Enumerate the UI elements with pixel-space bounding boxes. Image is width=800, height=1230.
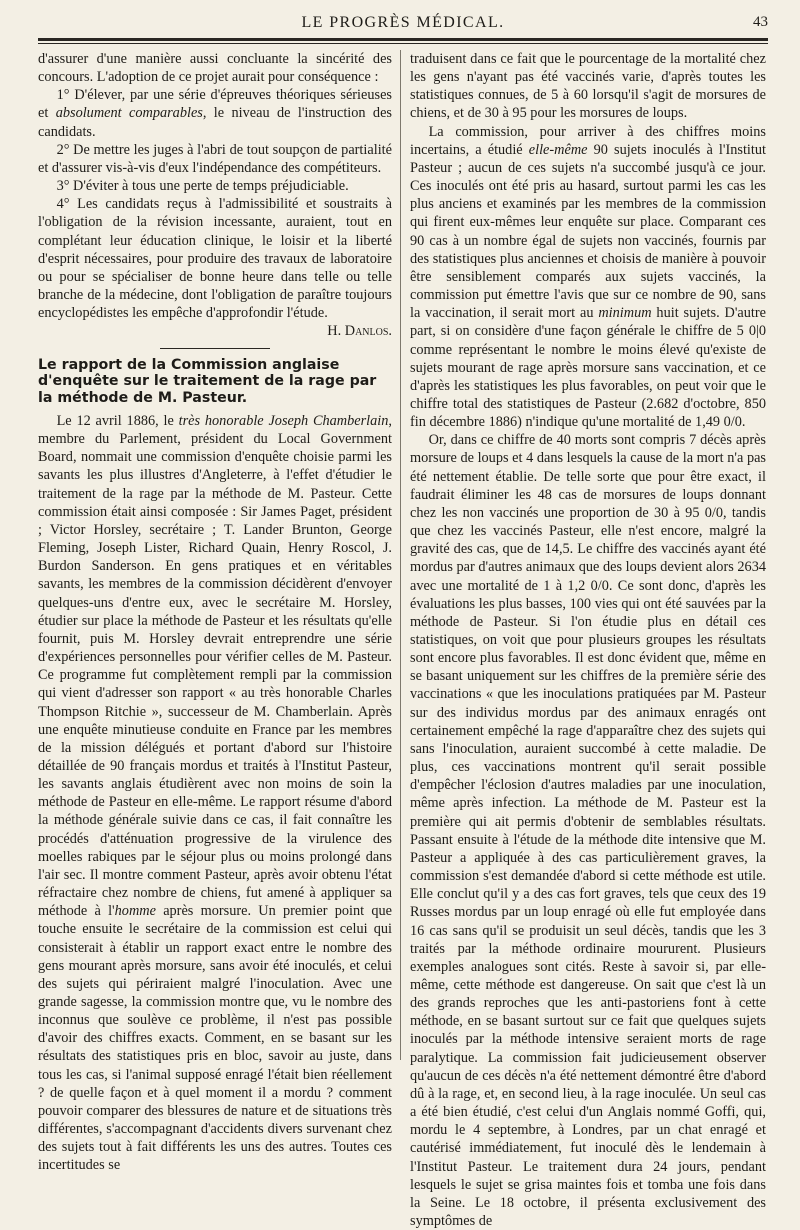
section-separator [160,348,270,349]
header-rule-thin [38,43,768,44]
text: 90 sujets inoculés à l'Institut Pasteur ; aucun de ces sujets n'a succombé jusqu'à ce jour. Ces inoculés ont été pris au hasard, surtout parmi les cas les plus anciens et examinés par les membres de la commission qui firent eux-mêmes leur enquête sur place. Comparant ces 90 cas à un nombre égal de sujets non vaccinés, fournis par des statistiques plus anciennes et choisis de manière à pouvoir être sensiblement comparés aux sujets vaccinés, la commission put émettre l'avis que sur ce nombre de 90, sans la vaccination, il serait mort au [410,141,766,322]
text: , le niveau de l'instruction des candidats. [38,105,392,140]
article-paragraph-2 [410,123,766,432]
paragraph-intro: d'assurer d'une manière aussi concluante la sincérité des concours. L'adoption de ce projet aurait pour conséquence : [38,51,392,86]
article-paragraph-1 [38,412,392,1175]
paragraph-point-1 [38,86,392,140]
text: La commission, pour arriver à des chiffres moins incertains, a étudié [410,123,766,158]
emphasis: elle-même [528,141,588,158]
header-rule-thick [38,38,768,41]
article-continuation: traduisent dans ce fait que le pourcentage de la mortalité chez les gens n'ayant pas été vaccinés varie, d'après toutes les statistiques connues, de 5 à 60 lorsqu'il s'agit de morsures de chiens, et de 30 à 95 pour les morsures de loups. [410,51,766,122]
emphasis: absolument comparables [55,105,203,122]
paragraph-point-2: 2° De mettre les juges à l'abri de tout soupçon de partialité et d'assurer vis-à-vis d'eux l'indépendance des compétiteurs. [38,141,392,176]
emphasis: homme [114,903,156,920]
emphasis: minimum [598,305,652,322]
journal-title: LE PROGRÈS MÉDICAL. [301,14,505,31]
paragraph-point-4: 4° Les candidats reçus à l'admissibilité et soustraits à l'obligation de la révision incessante, auraient, tout en complétant leur éducation clinique, le loisir et la liberté d'esprit nécessaires, pour produire des travaux de laboratoire ou pour se spécialiser de bonne heure dans telle ou telle branche de la médecine, dont l'obligation de paraître toujours encyclopédistes les empêche d'approfondir l'étude. [38,196,392,322]
column-divider [400,50,401,1060]
paragraph-point-3: 3° D'éviter à tous une perte de temps préjudiciable. [56,178,349,195]
emphasis: très honorable Joseph Chamberlain [178,413,389,429]
right-column [410,50,766,1230]
article-paragraph-3: Or, dans ce chiffre de 40 morts sont compris 7 décès après morsure de loups et 4 dans lesquels la cause de la mort n'a pas été nettement établie. De telle sorte que pour être exact, il faudrait éliminer les 48 cas de morsures de loups donnant chez les non vaccinés une proportion de 30 à 95 0/0, tandis que chez les vaccinés Pasteur, elle n'est encore, malgré la gravité des cas, que de 14,5. Le chiffre des vaccinés ayant été mordus par d'autres animaux que des loups devient alors 2634 avec une mortalité de 1 à 1,2 0/0. Ce sont donc, d'après les évaluations les plus basses, 100 vies qui ont été sauvées par la méthode de Pasteur. Si l'on étudie plus en détail ces statistiques, on voit que pour plusieurs groupes les résultats sont encore plus favorables. Il est donc évident que, même en se basant uniquement sur les chiffres de la première série des vaccinations « que les inoculations pratiquées par M. Pasteur sur des individus mordus par des animaux enragés ont certainement empêché la rage d'apparaître chez des sujets qui sans l'inoculation, auraient succombé à cette maladie. De plus, ces vaccinations montrent qu'il serait possible d'empêcher l'éclosion d'autres maladies par une inoculation, même après infection. La méthode de M. Pasteur est la première qui ait permis d'obtenir de semblables résultats. Passant ensuite à l'étude de la méthode dite intensive que M. Pasteur a appliquée à des cas particulièrement graves, la commission s'est demandée d'abord si cette méthode est utile. Elle conclut qu'il y a des cas fort graves, tels que ceux des 19 Russes mordus par un loup enragé où elle fut employée dans 16 cas sans qu'il se produisit un seul décès, tandis que les 3 traités par la méthode ordinaire moururent. Plusieurs exemples analogues sont cités. Reste à savoir si, par elle-même, cette méthode est dangereuse. On sait que c'est là un des grands reproches que les anti-pastoriens font à cette méthode, en se basant surtout sur ce fait que quelques sujets inoculés par la méthode intensive seraient morts de rage paralytique. La commission fait judicieusement observer qu'aucun de ces décès n'a été nettement démontré être d'abord dû à la rage, et, en second lieu, à la rage inoculée. Un seul cas a été bien étudié, c'est celui d'un Anglais nommé Goffi, qui, mordu le 4 septembre, à Londres, par un chat enragé et cautérisé immédiatement, fut inoculé dès le lendemain à l'Institut Pasteur. Le traitement dura 24 jours, pendant lesquels le sujet se grisa maintes fois et tomba une fois dans la Seine. Le 18 octobre, il présenta exclusivement des symptômes de [410,432,766,1229]
text: Le 12 avril 1886, le [56,413,179,429]
text: huit sujets. D'autre part, si on considère d'une façon générale le chiffre de 5 0|0 comme représentant le nombre le moins élevé qu'existe de sujets mourant de rage après morsure sans vaccination, et ce d'après les statistiques les plus favorables, on peut voir que le chiffre total des statistiques de Pasteur (2.682 d'octobre, 850 fin décembre 1886) n'indique qu'une mortalité de 1,49 0/0. [410,305,766,431]
left-column [38,50,392,1175]
text: 1° D'élever, par une série d'épreuves théoriques sérieuses et [38,87,392,122]
text: , membre du Parlement, président du Local Government Board, nommait une commission d'enquête choisie parmi les savants les plus illustres d'Angleterre, à l'effet d'étudier le traitement de la rage par la méthode de M. Pasteur. Cette commission était ainsi composée : Sir James Paget, président ; Victor Horsley, secrétaire ; T. Lander Brunton, George Fleming, Joseph Lister, Richard Quain, Henry Roscol, J. Burdon Sanderson. En gens pratiques et en véritables savants, les membres de la commission décidèrent d'envoyer quelques-uns d'entre eux, avec le secrétaire M. Horsley, étudier sur place la méthode de Pasteur et les résultats qu'elle fournit, puis M. Horsley devrait entreprendre une série d'expériences personnelles pour vérifier celles de M. Pasteur. Ce programme fut complètement rempli par la commission qui vient d'adresser son rapport « au très honorable Charles Thompson Ritchie », successeur de M. Chamberlain. Après une enquête minutieuse conduite en France par les membres de la mission délégués et portant d'abord sur l'histoire détaillée de 90 français mordus et traités à l'Institut Pasteur, les savants anglais étudièrent avec non moins de soin la méthode de Pasteur en elle-même. Le rapport résume d'abord la méthode générale suivie dans ce cas, il fait connaître les procédés d'atténuation progressive de la virulence des moelles rabiques par le séjour plus ou moins prolongé dans l'air sec. Il montre comment Pasteur, après avoir obtenu l'état réfractaire chez nombre de chiens, fut amené à appliquer sa méthode à l' [38,413,392,920]
page-number: 43 [753,14,768,30]
text: après morsure. Un premier point que touche ensuite le secrétaire de la commission est celui qui consisterait à établir un rapport exact entre le nombre des gens mourant après morsure, sans avoir été inoculés, et celui des sujets qui périraient malgré l'inoculation. Avec une grande sagesse, la commission montre que, vu le nombre des inconnus que soulève ce problème, il n'est pas possible d'avoir des chiffres exacts. Comment, en se basant sur les résultats des statistiques pris en bloc, savoir au juste, dans tous les cas, si l'animal supposé enragé l'était bien réellement ? de quelle façon et à quel moment il a mordu ? comment pouvoir comparer des blessures de nature et de situations très différentes, s'accompagnant d'accidents divers survenant chez des sujets tout à fait différents les uns des autres. Toutes ces incertitudes se [38,903,392,1174]
author-signature: H. Danlos. [327,323,392,340]
article-heading: Le rapport de la Commission anglaise d'enquête sur le traitement de la rage par la méthode de M. Pasteur. [38,356,377,406]
running-header [38,12,768,38]
